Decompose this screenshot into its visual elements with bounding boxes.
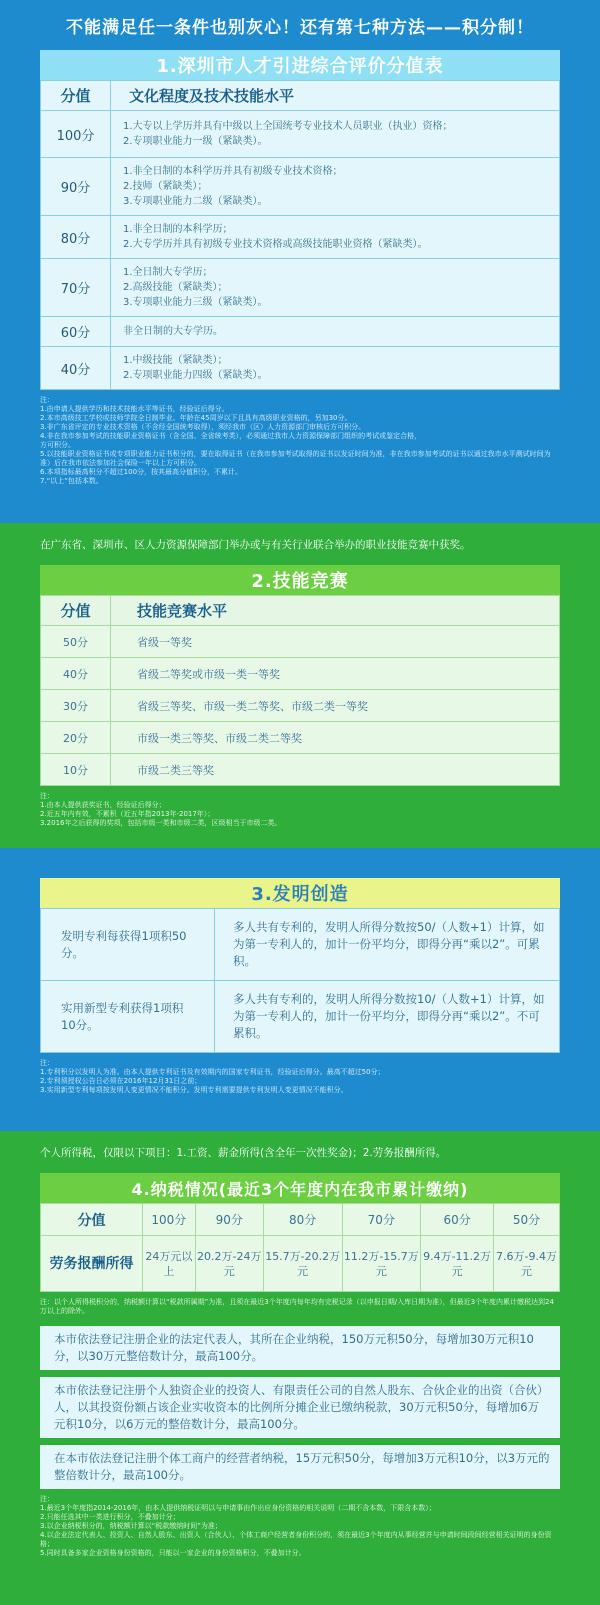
amount-cell: 20.2万-24万元: [195, 1236, 263, 1292]
score-cell: 90分: [41, 158, 111, 216]
level-cell: 1.非全日制的本科学历并具有初级专业技术资格； 2.技师（紧缺类）； 3.专项职业能力二级（紧缺类）。: [111, 158, 560, 216]
score-cell: 50分: [494, 1204, 560, 1236]
score-cell: 70分: [41, 259, 111, 317]
col-score-header: 分值: [41, 81, 111, 111]
score-cell: 80分: [41, 216, 111, 259]
table-row: [41, 1236, 560, 1292]
section-skill-competition: [0, 523, 600, 848]
section-tax: [0, 1131, 600, 1605]
competition-table: [40, 595, 560, 786]
score-cell: 20分: [41, 722, 111, 754]
table-row: [41, 347, 560, 390]
table-row: [41, 690, 560, 722]
col-level-header: 技能竞赛水平: [111, 596, 560, 626]
table-row: [41, 317, 560, 347]
score-cell: 100分: [143, 1204, 196, 1236]
score-cell: 80分: [263, 1204, 342, 1236]
score-cell: 10分: [41, 754, 111, 786]
score-cell: 50分: [41, 626, 111, 658]
patent-rule-cell: 多人共有专利的，发明人所得分数按10/（人数+1）计算，如为第一专利人的，加计一份平均分，即得分再“乘以2”。不可累积。: [215, 981, 560, 1053]
patent-type-cell: 发明专利每获得1项积50分。: [41, 909, 215, 981]
table-row: [41, 658, 560, 690]
table-row: [41, 722, 560, 754]
table-row: [41, 754, 560, 786]
table-header-row: [41, 596, 560, 626]
section4-note-line: 注：以个人所得税积分的，纳税额计算以“税款所属期”为准，且须在最近3个年度内每年均有完税记录（以申报日期/入库日期为准），但最近3个年度内累计缴税达到24万以上的除外。: [40, 1298, 554, 1315]
patent-type-cell: 实用新型专利获得1项积10分。: [41, 981, 215, 1053]
score-cell: 100分: [41, 111, 111, 158]
rule-box-legal-representative: 本市依法登记注册企业的法定代表人，其所在企业纳税，150万元积50分，每增加30万元积10分，以30万元整倍数计分，最高100分。: [40, 1326, 560, 1370]
section4-notes: 注： 1.最近3个年度指2014-2016年，由本人提供纳税证明以与申请事由作出应身份资格的相关说明（二期不含本数，下限含本数）； 2.只能任选其中一类进行积分，不叠加计分； 3.以企业纳税积分的，纳税额计算以“税款缴纳时间”为准； 4.以企业法定代表人、投资人、自然人股东、出资人（合伙人）、个体工商户经营者身份积分的，须在最近3个年度内从事经营并与申请时间段间经营相关证明的身份资格； 5.同时具备多家企业资格身份资格的，只能以一家企业的身份资格积分，不叠加计分。: [40, 1495, 552, 1557]
level-cell: 1.中级技能（紧缺类）； 2.专项职业能力四级（紧缺类）。: [111, 347, 560, 390]
level-cell: 市级二类三等奖: [111, 754, 560, 786]
score-cell: 70分: [342, 1204, 421, 1236]
section1-title: 1.深圳市人才引进综合评价分值表: [40, 50, 560, 80]
section4-intro: 个人所得税，仅限以下项目：1.工资、薪金所得(含全年一次性奖金)；2.劳务报酬所得。: [40, 1146, 447, 1159]
table-row: [41, 216, 560, 259]
section1-notes: 注： 1.由申请人提供学历和技术技能水平等证书，经验证后得分。 2.本市高级技工学校或技师学院全日制毕业、年龄在45周岁以下且具有高级职业资格的，另加30分。 3.非广东省评定的专业技术资格（不含经全国统考取得），须经我市（区）人力资源部门审核后方可积分。 4.非在我市参加考试的技能职业资格证书（含全国、全省统考类），必须通过我市人力资源保障部门组织的考试或鉴定合格， 方可积分。 5.以技能职业资格证书或专项职业能力证书积分的，要在取得证书（在我市参加考试取得的证书以发证时间为准，非在我市参加考试的证书以通过我市水平测试时间为准）后在我市依法参加社会保险一年以上方可积分。 6.本项指标最高积分不超过100分，按其最高分值积分，不累计。 7.“以上”包括本数。: [40, 396, 551, 485]
level-cell: 1.非全日制的本科学历； 2.大专学历并具有初级专业技术资格或高级技能职业资格（紧缺类）。: [111, 216, 560, 259]
level-cell: 1.大专以上学历并具有中级以上全国统考专业技术人员职业（执业）资格； 2.专项职业能力一级（紧缺类）。: [111, 111, 560, 158]
section-invention: [0, 848, 600, 1131]
table-header-row: [41, 1204, 560, 1236]
level-cell: 省级三等奖、市级一类二等奖、市级二类一等奖: [111, 690, 560, 722]
table-row: [41, 111, 560, 158]
score-cell: 40分: [41, 347, 111, 390]
section3-notes: 注： 1.专利积分以发明人为准。由本人提供专利证书及有效期内的国家专利证书，经验证后得分。最高不超过50分； 2.专利须授权公告日必须在2016年12月31日之前； 3.实用新型专利每项按发明人变更情况不能积分。发明专利需要提供专利发明人变更情况不能积分。: [40, 1059, 385, 1094]
score-cell: 90分: [195, 1204, 263, 1236]
section4-title: 4.纳税情况(最近3个年度内在我市累计缴纳): [40, 1173, 560, 1203]
table-row: [41, 909, 560, 981]
amount-cell: 9.4万-11.2万元: [421, 1236, 494, 1292]
amount-cell: 11.2万-15.7万元: [342, 1236, 421, 1292]
section2-notes: 注： 1.由本人提供获奖证书，经验证后得分； 2.近五年内有效，不累积（近五年指2013年-2017年）； 3.2016年之后获得的奖项，包括市级一类和市级二类，区级相当于市级二类。: [40, 792, 282, 827]
table-row: [41, 158, 560, 216]
talent-score-table: [40, 80, 560, 390]
table-row: [41, 626, 560, 658]
amount-cell: 15.7万-20.2万元: [263, 1236, 342, 1292]
amount-cell: 7.6万-9.4万元: [494, 1236, 560, 1292]
tax-table: [40, 1203, 560, 1292]
score-cell: 30分: [41, 690, 111, 722]
level-cell: 市级一类三等奖、市级二类二等奖: [111, 722, 560, 754]
score-cell: 60分: [41, 317, 111, 347]
level-cell: 省级一等奖: [111, 626, 560, 658]
section-talent-evaluation: [0, 0, 600, 523]
section2-title: 2.技能竞赛: [40, 565, 560, 595]
col-level-header: 文化程度及技术技能水平: [111, 81, 560, 111]
amount-cell: 24万元以上: [143, 1236, 196, 1292]
col-score-header: 分值: [41, 596, 111, 626]
income-header: 劳务报酬所得: [41, 1236, 143, 1292]
table-row: [41, 981, 560, 1053]
invention-table: [40, 908, 560, 1053]
table-row: [41, 259, 560, 317]
score-header: 分值: [41, 1204, 143, 1236]
rule-box-investor: 本市依法登记注册个人独资企业的投资人、有限责任公司的自然人股东、合伙企业的出资（合伙）人，以其投资份额占该企业实收资本的比例所分摊企业已缴纳税款，30万元积50分，每增加6万元积10分，以6万元的整倍数计分，最高100分。: [40, 1377, 560, 1438]
page-headline: 不能满足任一条件也别灰心！还有第七种方法——积分制！: [66, 17, 534, 38]
rule-box-individual-business: 在本市依法登记注册个体工商户的经营者纳税，15万元积50分，每增加3万元积10分，以3万元的整倍数计分，最高100分。: [40, 1445, 560, 1489]
section2-intro: 在广东省、深圳市、区人力资源保障部门举办或与有关行业联合举办的职业技能竞赛中获奖。: [40, 538, 471, 551]
level-cell: 非全日制的大专学历。: [111, 317, 560, 347]
level-cell: 省级二等奖或市级一类一等奖: [111, 658, 560, 690]
score-cell: 40分: [41, 658, 111, 690]
section3-title: 3.发明创造: [40, 878, 560, 908]
patent-rule-cell: 多人共有专利的，发明人所得分数按50/（人数+1）计算，如为第一专利人的，加计一份平均分，即得分再“乘以2”。可累积。: [215, 909, 560, 981]
table-header-row: [41, 81, 560, 111]
level-cell: 1.全日制大专学历； 2.高级技能（紧缺类）； 3.专项职业能力三级（紧缺类）。: [111, 259, 560, 317]
score-cell: 60分: [421, 1204, 494, 1236]
